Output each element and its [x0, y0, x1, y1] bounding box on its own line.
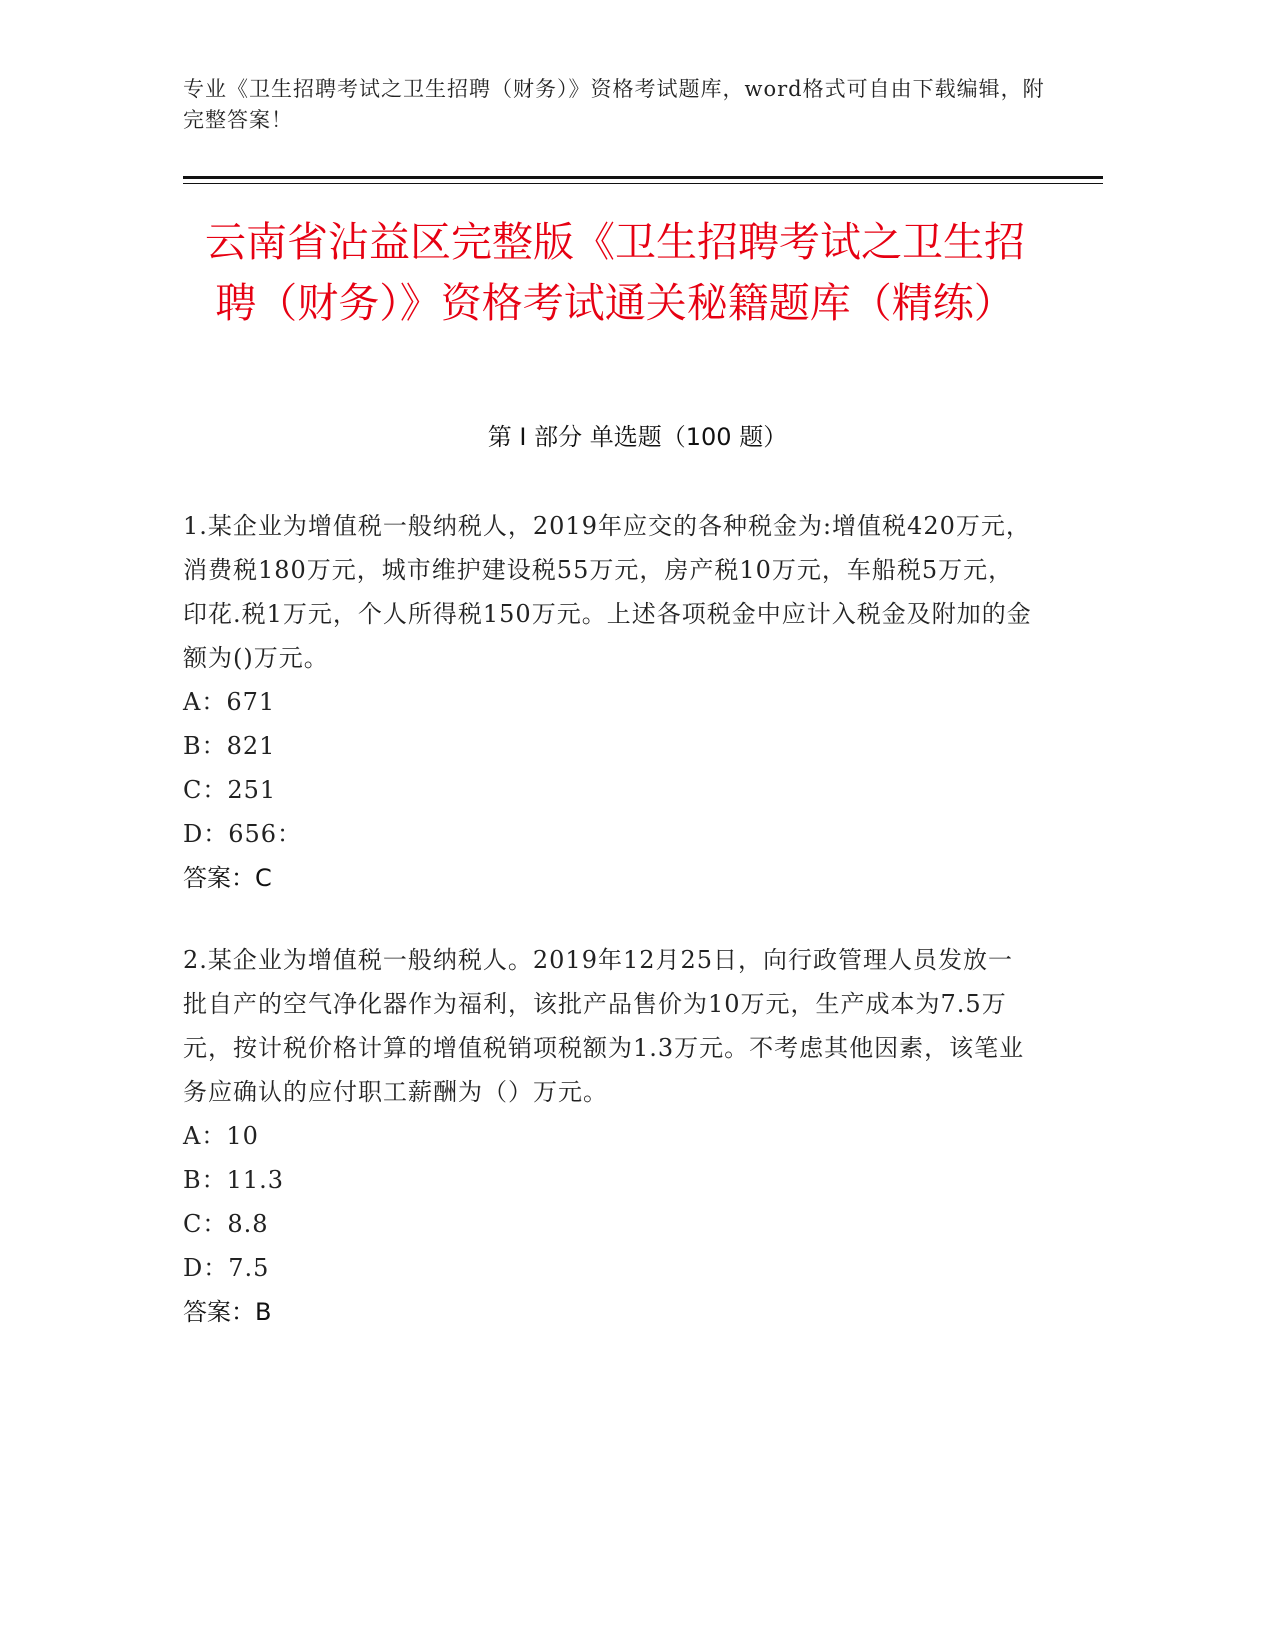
question-1: [183, 504, 1033, 900]
header-divider-thin: [183, 183, 1103, 184]
option-c: C：251: [183, 776, 277, 804]
option-b: B：11.3: [183, 1166, 285, 1194]
question-stem: 1.某企业为增值税一般纳税人，2019年应交的各种税金为:增值税420万元，消费税180万元，城市维护建设税55万元，房产税10万元，车船税5万元，印花.税1万元，个人所得税150万元。上述各项税金中应计入税金及附加的金额为()万元。: [183, 512, 1032, 672]
document-title: 云南省沾益区完整版《卫生招聘考试之卫生招聘（财务）》资格考试通关秘籍题库（精练）: [205, 218, 1025, 327]
question-stem: 2.某企业为增值税一般纳税人。2019年12月25日，向行政管理人员发放一批自产的空气净化器作为福利，该批产品售价为10万元，生产成本为7.5万元，按计税价格计算的增值税销项税额为1.3万元。不考虑其他因素，该笔业务应确认的应付职工薪酬为（）万元。: [183, 946, 1025, 1106]
section-heading: 第 I 部分 单选题（100 题）: [487, 423, 788, 451]
header-note: 专业《卫生招聘考试之卫生招聘（财务）》资格考试题库，word格式可自由下载编辑，附完整答案！: [183, 77, 1045, 132]
option-a: A：10: [183, 1122, 259, 1150]
option-b: B：821: [183, 732, 276, 760]
answer: 答案：C: [183, 864, 272, 892]
option-d: D：7.5: [183, 1254, 270, 1282]
option-c: C：8.8: [183, 1210, 269, 1238]
header-divider-thick: [183, 176, 1103, 179]
question-2: [183, 938, 1033, 1334]
option-a: A：671: [183, 688, 276, 716]
answer: 答案：B: [183, 1298, 272, 1326]
option-d: D：656：: [183, 820, 303, 848]
